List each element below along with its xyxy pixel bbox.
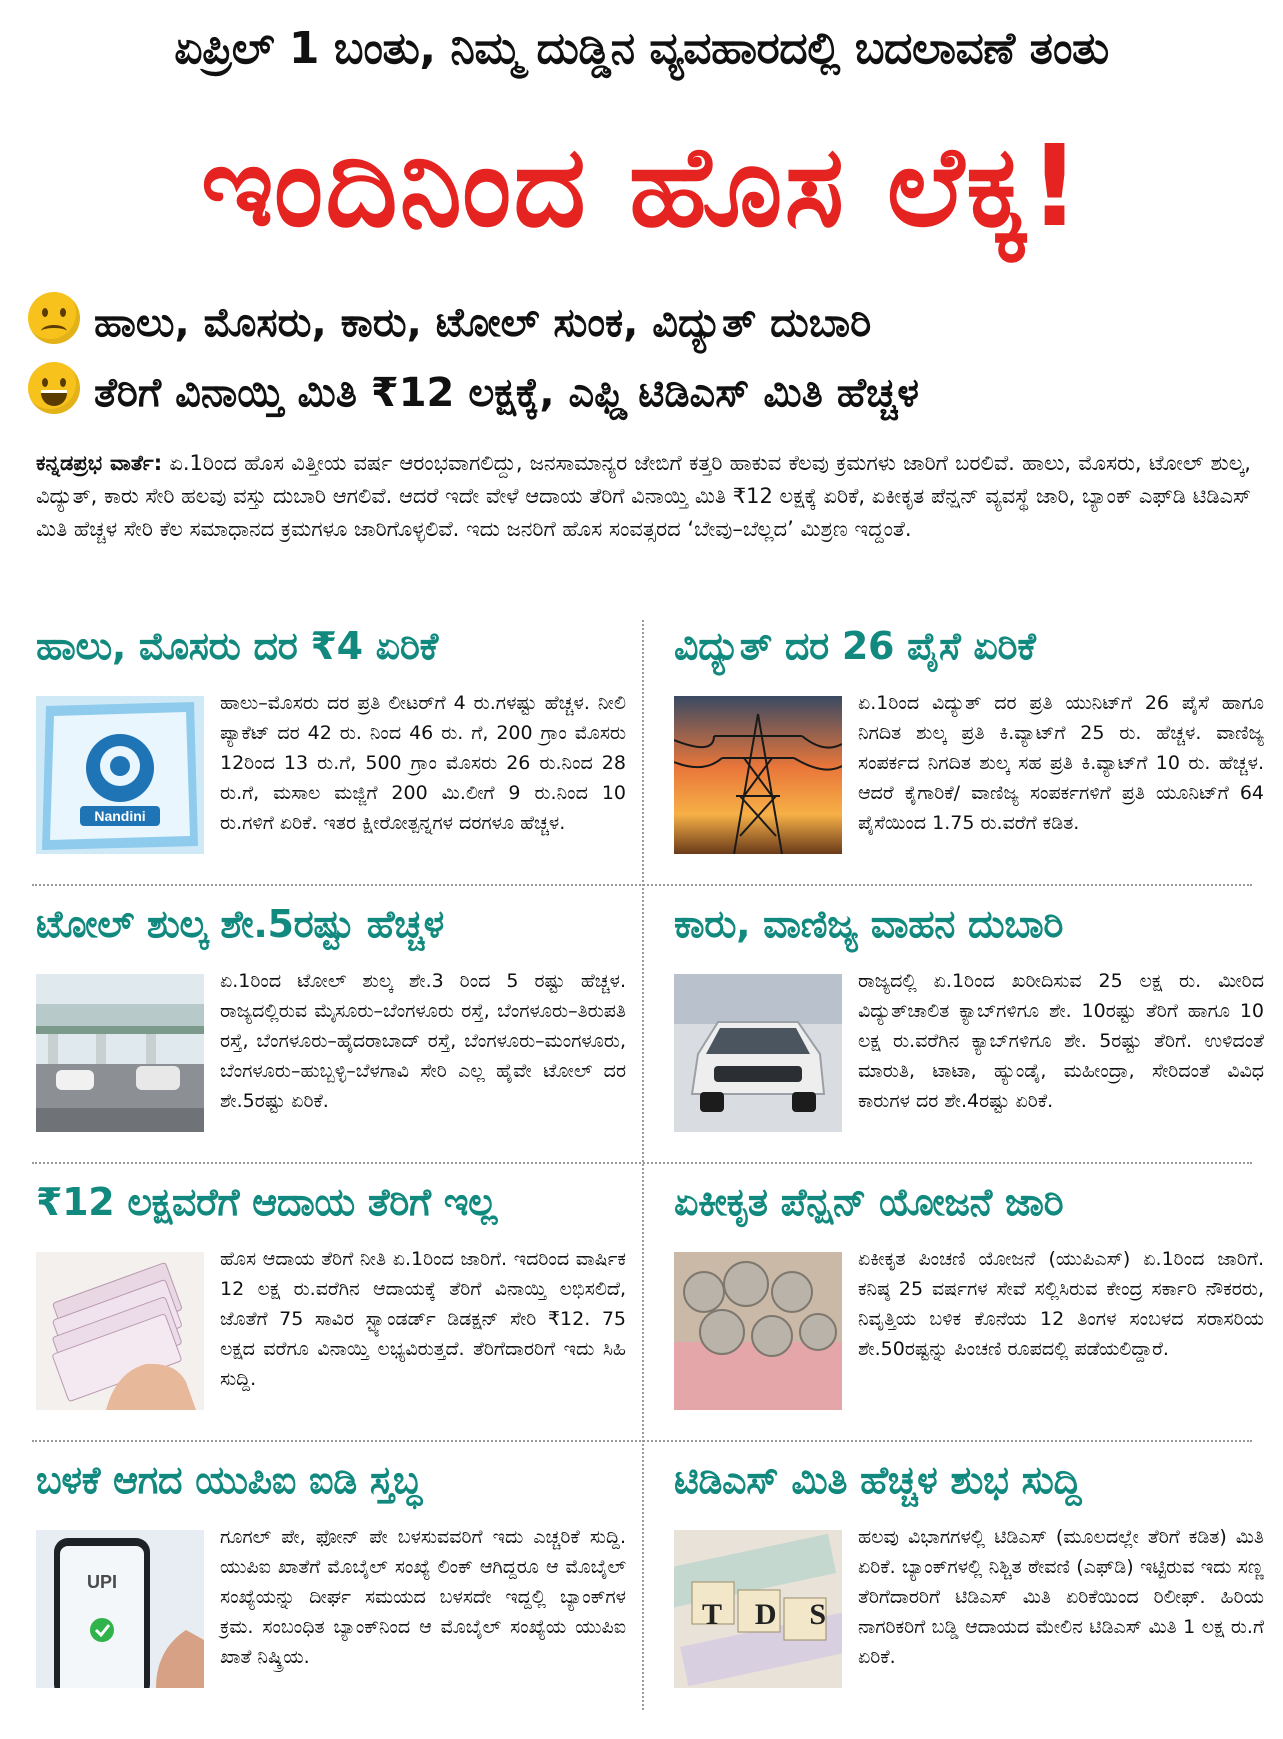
toll-plaza-image [36,974,204,1132]
article-electricity-price [674,618,1264,868]
article-body: ಹಲವು ವಿಭಾಗಗಳಲ್ಲಿ ಟಿಡಿಎಸ್ (ಮೂಲದಲ್ಲೇ ತೆರಿಗೆ ಕಡಿತ) ಮಿತಿ ಏರಿಕೆ. ಬ್ಯಾಂಕ್‌ಗಳಲ್ಲಿ ನಿಶ್ಚಿತ ಠೇವಣಿ (ಎಫ್‌ಡಿ) ಇಟ್ಟಿರುವ ಇದು ಸಣ್ಣ ತೆರಿಗೆದಾರರಿಗೆ ಟಿಡಿಎಸ್ ಮಿತಿ ಏರಿಕೆಯಿಂದ ರಿಲೀಫ್. ಹಿರಿಯ ನಾಗರಿಕರಿಗೆ ಬಡ್ಡಿ ಆದಾಯದ ಮೇಲಿನ ಟಿಡಿಎಸ್ ಮಿತಿ 1 ಲಕ್ಷ ರು.ಗೆ ಏರಿಕೆ. [858,1526,1264,1668]
row-divider [32,1162,1252,1164]
article-upi-id [36,1452,626,1702]
article-body: ಹಾಲು–ಮೊಸರು ದರ ಪ್ರತಿ ಲೀಟರ್‌ಗೆ 4 ರು.ಗಳಷ್ಟು ಹೆಚ್ಚಳ. ನೀಲಿ ಪ್ಯಾಕೆಟ್ ದರ 42 ರು. ನಿಂದ 46 ರು. ಗೆ, 200 ಗ್ರಾಂ ಮೊಸರು 12ರಿಂದ 13 ರು.ಗೆ, 500 ಗ್ರಾಂ ಮೊಸರು 26 ರು.ನಿಂದ 28 ರು.ಗೆ, ಮಸಾಲ ಮಜ್ಜಿಗೆ 200 ಮಿ.ಲೀಗೆ 9 ರು.ನಿಂದ 10 ರು.ಗಳಿಗೆ ಏರಿಕೆ. ಇತರ ಕ್ಷೀರೋತ್ಪನ್ನಗಳ ದರಗಳೂ ಹೆಚ್ಚಳ. [220,692,626,834]
article-income-tax [36,1174,626,1424]
article-toll-fee [36,896,626,1146]
column-divider [642,620,644,1710]
lede-paragraph [36,447,1251,546]
row-divider [32,884,1252,886]
article-title: ಟಿಡಿಎಸ್ ಮಿತಿ ಹೆಚ್ಚಳ ಶುಭ ಸುದ್ದಿ [674,1458,1082,1502]
milk-packet-image [36,696,204,854]
article-pension-scheme [674,1174,1264,1424]
upi-label: UPI [86,1572,118,1592]
article-body: ರಾಜ್ಯದಲ್ಲಿ ಏ.1ರಿಂದ ಖರೀದಿಸುವ 25 ಲಕ್ಷ ರು. ಮೀರಿದ ವಿದ್ಯುತ್‌ಚಾಲಿತ ಕ್ಯಾಬ್‌ಗಳಿಗೂ ಶೇ. 10ರಷ್ಟು ತೆರಿಗೆ ಹಾಗೂ 10 ಲಕ್ಷ ರು.ವರೆಗಿನ ಕ್ಯಾಬ್‌ಗಳಿಗೂ ಶೇ. 5ರಷ್ಟು ತೆರಿಗೆ. ಉಳಿದಂತೆ ಮಾರುತಿ, ಟಾಟಾ, ಹ್ಯುಂಡೈ, ಮಹೀಂದ್ರಾ, ಸೇರಿದಂತೆ ವಿವಿಧ ಕಾರುಗಳ ದರ ಶೇ.4ರಷ್ಟು ಏರಿಕೆ. [858,970,1264,1112]
coins-notes-image [674,1252,842,1410]
article-title: ಟೋಲ್ ಶುಲ್ಕ ಶೇ.5ರಷ್ಟು ಹೆಚ್ಚಳ [36,902,444,946]
tds-blocks-image [674,1530,842,1688]
article-body: ಏ.1ರಿಂದ ವಿದ್ಯುತ್ ದರ ಪ್ರತಿ ಯುನಿಟ್‌ಗೆ 26 ಪೈಸೆ ಹಾಗೂ ನಿಗದಿತ ಶುಲ್ಕ ಪ್ರತಿ ಕಿ.ವ್ಯಾಟ್‌ಗೆ 25 ರು. ಹೆಚ್ಚಳ. ವಾಣಿಜ್ಯ ಸಂಪರ್ಕದ ನಿಗದಿತ ಶುಲ್ಕ ಸಹ ಪ್ರತಿ ಕಿ.ವ್ಯಾಟ್‌ಗೆ 10 ರು. ಹೆಚ್ಚಳ. ಆದರೆ ಕೈಗಾರಿಕೆ/ ವಾಣಿಜ್ಯ ಸಂಪರ್ಕಗಳಿಗೆ ಪ್ರತಿ ಯೂನಿಟ್‌ಗೆ 64 ಪೈಸೆಯಿಂದ 1.75 ರು.ವರೆಗೆ ಕಡಿತ. [858,692,1264,834]
subhead-bad-news [28,292,1258,352]
article-tds-limit [674,1452,1264,1702]
tds-label: TDS [702,1598,826,1631]
dateline: ಕನ್ನಡಪ್ರಭ ವಾರ್ತೆ: [36,451,163,475]
article-body: ಗೂಗಲ್ ಪೇ, ಫೋನ್ ಪೇ ಬಳಸುವವರಿಗೆ ಇದು ಎಚ್ಚರಿಕೆ ಸುದ್ದಿ. ಯುಪಿಐ ಖಾತೆಗೆ ಮೊಬೈಲ್ ಸಂಖ್ಯೆ ಲಿಂಕ್ ಆಗಿದ್ದರೂ ಆ ಮೊಬೈಲ್ ಸಂಖ್ಯೆಯನ್ನು ದೀರ್ಘ ಸಮಯದ ಬಳಸದೇ ಇದ್ದಲ್ಲಿ ಬ್ಯಾಂಕ್‌ಗಳ ಕ್ರಮ. ಸಂಬಂಧಿತ ಬ್ಯಾಂಕ್‌ನಿಂದ ಆ ಮೊಬೈಲ್ ಸಂಖ್ಯೆಯ ಯುಪಿಐ ಖಾತೆ ನಿಷ್ಕ್ರಿಯ. [220,1526,626,1668]
article-title: ಕಾರು, ವಾಣಿಜ್ಯ ವಾಹನ ದುಬಾರಿ [674,902,1064,946]
article-body: ಏ.1ರಿಂದ ಟೋಲ್ ಶುಲ್ಕ ಶೇ.3 ರಿಂದ 5 ರಷ್ಟು ಹೆಚ್ಚಳ. ರಾಜ್ಯದಲ್ಲಿರುವ ಮೈಸೂರು–ಬೆಂಗಳೂರು ರಸ್ತೆ, ಬೆಂಗಳೂರು–ತಿರುಪತಿ ರಸ್ತೆ, ಬೆಂಗಳೂರು–ಹೈದರಾಬಾದ್ ರಸ್ತೆ, ಬೆಂಗಳೂರು–ಮಂಗಳೂರು, ಬೆಂಗಳೂರು–ಹುಬ್ಬಳ್ಳಿ–ಬೆಳಗಾವಿ ಸೇರಿ ಎಲ್ಲ ಹೈವೇ ಟೋಲ್ ದರ ಶೇ.5ರಷ್ಟು ಏರಿಕೆ. [220,970,626,1112]
currency-notes-image [36,1252,204,1410]
sad-face-icon [28,292,80,344]
nandini-label: Nandini [94,808,146,824]
subhead-text: ತೆರಿಗೆ ವಿನಾಯ್ತಿ ಮಿತಿ ₹12 ಲಕ್ಷಕ್ಕೆ, ಎಫ್ಡಿ ಟಿಡಿಎಸ್ ಮಿತಿ ಹೆಚ್ಚಳ [94,370,920,416]
article-title: ಬಳಕೆ ಆಗದ ಯುಪಿಐ ಐಡಿ ಸ್ತಬ್ಧ [36,1458,422,1502]
article-milk-price [36,618,626,868]
article-car-price [674,896,1264,1146]
article-body: ಹೊಸ ಆದಾಯ ತೆರಿಗೆ ನೀತಿ ಏ.1ರಿಂದ ಜಾರಿಗೆ. ಇದರಿಂದ ವಾರ್ಷಿಕ 12 ಲಕ್ಷ ರು.ವರೆಗಿನ ಆದಾಯಕ್ಕೆ ತೆರಿಗೆ ವಿನಾಯ್ತಿ ಲಭಿಸಲಿದೆ, ಜೊತೆಗೆ 75 ಸಾವಿರ ಸ್ಟ್ಯಾಂಡರ್ಡ್ ಡಿಡಕ್ಷನ್ ಸೇರಿ ₹12. 75 ಲಕ್ಷದ ವರೆಗೂ ವಿನಾಯ್ತಿ ಲಭ್ಯವಿರುತ್ತದೆ. ತೆರಿಗೆದಾರರಿಗೆ ಇದು ಸಿಹಿ ಸುದ್ದಿ. [220,1248,626,1390]
phone-upi-image [36,1530,204,1688]
main-headline: ಇಂದಿನಿಂದ ಹೊಸ ಲೆಕ್ಕ! [200,122,1083,252]
subhead-good-news [28,362,1258,422]
row-divider [32,1440,1252,1442]
power-tower-image [674,696,842,854]
kicker-line: ಏಪ್ರಿಲ್ 1 ಬಂತು, ನಿಮ್ಮ ದುಡ್ಡಿನ ವ್ಯವಹಾರದಲ್ಲಿ ಬದಲಾವಣೆ ತಂತು [174,23,1109,74]
article-title: ಹಾಲು, ಮೊಸರು ದರ ₹4 ಏರಿಕೆ [36,624,438,668]
article-title: ₹12 ಲಕ್ಷವರೆಗೆ ಆದಾಯ ತೆರಿಗೆ ಇಲ್ಲ [36,1180,497,1224]
lede-text: ಏ.1ರಿಂದ ಹೊಸ ವಿತ್ತೀಯ ವರ್ಷ ಆರಂಭವಾಗಲಿದ್ದು, ಜನಸಾಮಾನ್ಯರ ಜೇಬಿಗೆ ಕತ್ತರಿ ಹಾಕುವ ಕೆಲವು ಕ್ರಮಗಳು ಜಾರಿಗೆ ಬರಲಿವೆ. ಹಾಲು, ಮೊಸರು, ಟೋಲ್ ಶುಲ್ಕ, ವಿದ್ಯುತ್, ಕಾರು ಸೇರಿ ಹಲವು ವಸ್ತು ದುಬಾರಿ ಆಗಲಿವೆ. ಆದರೆ ಇದೇ ವೇಳೆ ಆದಾಯ ತೆರಿಗೆ ವಿನಾಯ್ತಿ ಮಿತಿ ₹12 ಲಕ್ಷಕ್ಕೆ ಏರಿಕೆ, ಏಕೀಕೃತ ಪೆನ್ಷನ್ ವ್ಯವಸ್ಥೆ ಜಾರಿ, ಬ್ಯಾಂಕ್ ಎಫ್‌ಡಿ ಟಿಡಿಎಸ್ ಮಿತಿ ಹೆಚ್ಚಳ ಸೇರಿ ಕೆಲ ಸಮಾಧಾನದ ಕ್ರಮಗಳೂ ಜಾರಿಗೊಳ್ಳಲಿವೆ. ಇದು ಜನರಿಗೆ ಹೊಸ ಸಂವತ್ಸರದ ‘ಬೇವು–ಬೆಲ್ಲದ’ ಮಿಶ್ರಣ ಇದ್ದಂತೆ. [36,451,1251,541]
grinning-face-icon [28,362,80,414]
subhead-text: ಹಾಲು, ಮೊಸರು, ಕಾರು, ಟೋಲ್ ಸುಂಕ, ವಿದ್ಯುತ್ ದುಬಾರಿ [94,300,872,346]
article-title: ವಿದ್ಯುತ್ ದರ 26 ಪೈಸೆ ಏರಿಕೆ [674,624,1036,668]
article-title: ಏಕೀಕೃತ ಪೆನ್ಷನ್ ಯೋಜನೆ ಜಾರಿ [674,1180,1064,1224]
article-body: ಏಕೀಕೃತ ಪಿಂಚಣಿ ಯೋಜನೆ (ಯುಪಿಎಸ್) ಏ.1ರಿಂದ ಜಾರಿಗೆ. ಕನಿಷ್ಠ 25 ವರ್ಷಗಳ ಸೇವೆ ಸಲ್ಲಿಸಿರುವ ಕೇಂದ್ರ ಸರ್ಕಾರಿ ನೌಕರರು, ನಿವೃತ್ತಿಯ ಬಳಿಕ ಕೊನೆಯ 12 ತಿಂಗಳ ಸಂಬಳದ ಸರಾಸರಿಯ ಶೇ.50ರಷ್ಟನ್ನು ಪಿಂಚಣಿ ರೂಪದಲ್ಲಿ ಪಡೆಯಲಿದ್ದಾರೆ. [858,1248,1264,1360]
car-image [674,974,842,1132]
